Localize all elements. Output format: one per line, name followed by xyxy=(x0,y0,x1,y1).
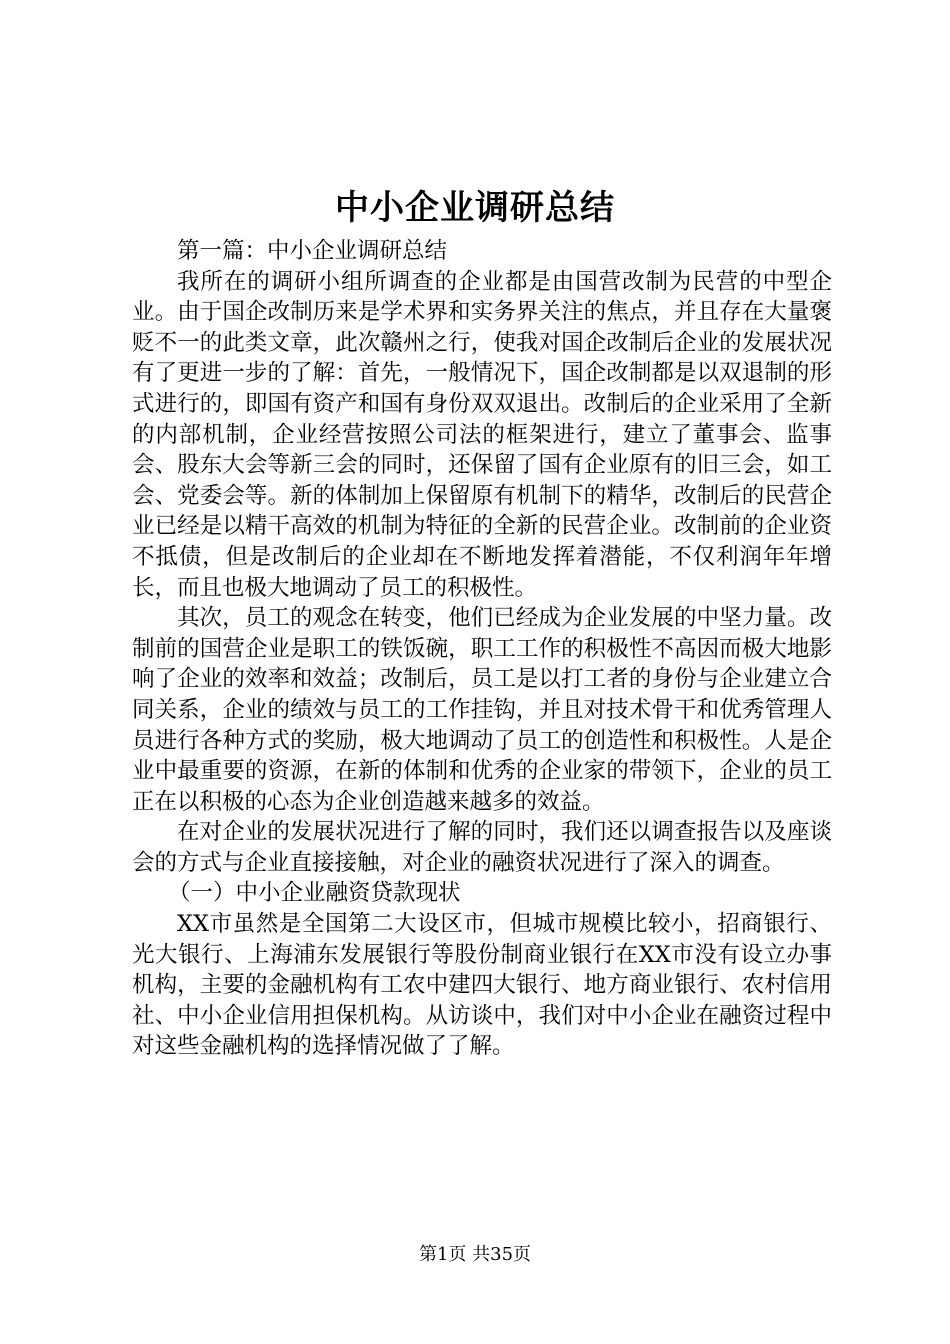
section-heading: 第一篇：中小企业调研总结 xyxy=(177,238,448,264)
subsection-heading: （一）中小企业融资贷款现状 xyxy=(168,880,461,907)
paragraph: 在对企业的发展状况进行了解的同时，我们还以调查报告以及座谈会的方式与企业直接接触，对企业的融资状况进行了深入的调查。 xyxy=(132,819,832,876)
page-number: 第1页 共35页 xyxy=(418,1244,532,1265)
paragraph: 我所在的调研小组所调查的企业都是由国营改制为民营的中型企业。由于国企改制历来是学术界和实务界关注的焦点，并且存在大量褒贬不一的此类文章，此次赣州之行，使我对国企改制后企业的发展状况有了更进一步的了解：首先，一般情况下，国企改制都是以双退制的形式进行的，即国有资产和国有身份双双退出。改制后的企业采用了全新的内部机制，企业经营按照公司法的框架进行，建立了董事会、监事会、股东大会等新三会的同时，还保留了国有企业原有的旧三会，如工会、党委会等。新的体制加上保留原有机制下的精华，改制后的民营企业已经是以精干高效的机制为特征的全新的民营企业。改制前的企业资不抵债，但是改制后的企业却在不断地发挥着潜能，不仅利润年年增长，而且也极大地调动了员工的积极性。 xyxy=(132,268,832,601)
page-footer xyxy=(0,1243,950,1267)
document-title: 中小企业调研总结 xyxy=(335,188,615,228)
paragraph: 其次，员工的观念在转变，他们已经成为企业发展的中坚力量。改制前的国营企业是职工的铁饭碗，职工工作的积极性不高因而极大地影响了企业的效率和效益；改制后，员工是以打工者的身份与企业建立合同关系，企业的绩效与员工的工作挂钩，并且对技术骨干和优秀管理人员进行各种方式的奖励，极大地调动了员工的创造性和积极性。人是企业中最重要的资源，在新的体制和优秀的企业家的带领下，企业的员工正在以积极的心态为企业创造越来越多的效益。 xyxy=(132,605,832,815)
paragraph: XX市虽然是全国第二大设区市，但城市规模比较小，招商银行、光大银行、上海浦东发展银行等股份制商业银行在XX市没有设立办事机构，主要的金融机构有工农中建四大银行、地方商业银行、农村信用社、中小企业信用担保机构。从访谈中，我们对中小企业在融资过程中对这些金融机构的选择情况做了了解。 xyxy=(132,911,832,1060)
document-body xyxy=(132,236,832,1062)
